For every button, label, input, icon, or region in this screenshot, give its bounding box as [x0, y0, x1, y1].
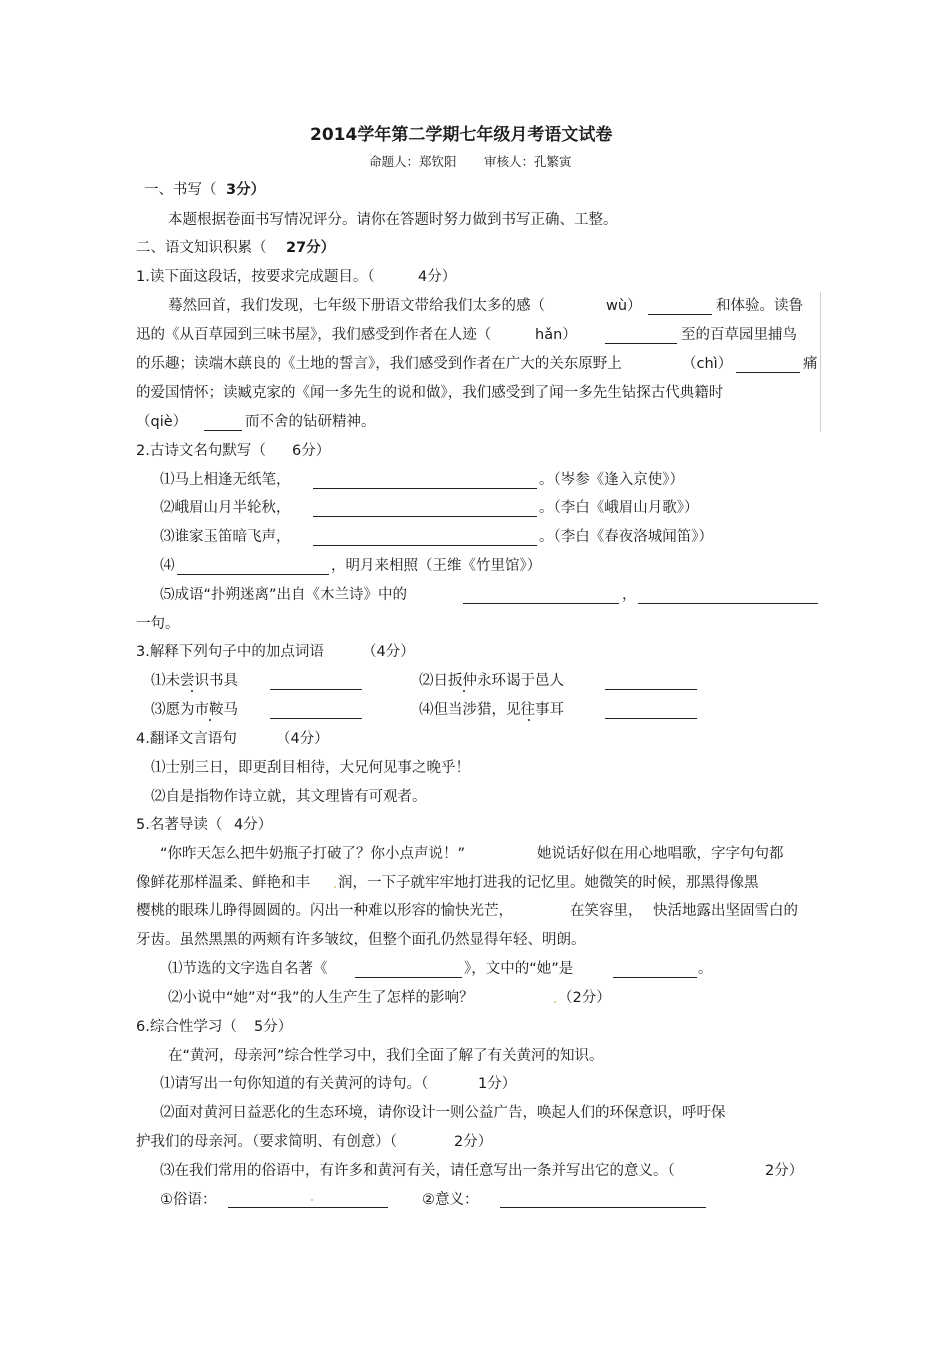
section1-body: 本题根据卷面书写情况评分。请你在答题时努力做到书写正确、工整。	[168, 212, 618, 228]
q6-score: 5分）	[254, 1019, 293, 1035]
q2-blank-5b[interactable]	[638, 603, 818, 604]
q5-passage-line1a: “你昨天怎么把牛奶瓶子打破了？你小点声说！”	[160, 846, 466, 862]
q2-item5-end: 一句。	[136, 616, 180, 632]
q6-sub2-score: 2分）	[454, 1134, 493, 1150]
q1-score: 4分）	[418, 269, 457, 285]
q1-blank-3[interactable]	[736, 372, 800, 373]
q4-sentence2: ⑵自是指物作诗立就，其文理皆有可观者。	[151, 789, 427, 805]
q1-line4-text: 的爱国情怀；读臧克家的《闻一多先生的说和做》，我们感受到了闻一多先生钻探古代典籍时	[136, 385, 724, 401]
q1-line2-text: 迅的《从百草园到三味书屋》，我们感受到作者在人迹（	[136, 327, 492, 343]
q4-heading: 4.翻译文言语句	[136, 731, 237, 747]
emphasis-dot	[191, 690, 193, 692]
q5-passage-line3a: 樱桃的眼珠儿睁得圆圆的。闪出一种难以形容的愉快光芒，	[136, 903, 513, 919]
q1-blank-4[interactable]	[204, 430, 242, 431]
section2-heading: 二、语文知识积累（	[136, 240, 267, 256]
q5-sub1-mid: 》，文中的“她”是	[464, 961, 574, 977]
q2-blank-1[interactable]	[313, 488, 537, 489]
q6-proverb-label: ①俗语：	[160, 1192, 217, 1208]
margin-rule	[820, 292, 821, 432]
q6-sub1: ⑴请写出一句你知道的有关黄河的诗句。（	[160, 1076, 429, 1092]
q2-item1: ⑴马上相逢无纸笔，	[160, 472, 291, 488]
q1-pinyin-chi: （chì）	[682, 356, 733, 372]
q1-blank-2[interactable]	[605, 343, 677, 344]
q5-blank-her[interactable]	[613, 977, 697, 978]
q1-pinyin-han: hǎn）	[535, 327, 577, 343]
q5-sub1: ⑴节选的文字选自名著《	[168, 961, 328, 977]
setter: 命题人：郑钦阳	[369, 154, 457, 169]
q2-heading: 2.古诗文名句默写（	[136, 443, 266, 459]
section1-score: 3分）	[226, 182, 266, 198]
emphasis-dot	[528, 719, 530, 721]
q2-item4-source: ，明月来相照（王维《竹里馆》）	[331, 558, 542, 574]
q6-heading: 6.综合性学习（	[136, 1019, 237, 1035]
q3-item1: ⑴未尝识书具	[151, 673, 238, 689]
q1-line3-text: 的乐趣；读端木蕻良的《土地的誓言》，我们感受到作者在广大的关东原野上	[136, 356, 622, 372]
emphasis-dot	[209, 719, 211, 721]
q2-blank-5a[interactable]	[463, 603, 619, 604]
q1-pinyin-wu: wù）	[606, 298, 642, 314]
emphasis-dot	[463, 690, 465, 692]
q3-item2: ⑵日扳仲永环谒于邑人	[419, 673, 564, 689]
q1-line5-end: 而不舍的钻研精神。	[245, 414, 376, 430]
q1-line1-end: 和体验。读鲁	[716, 298, 803, 314]
q2-item2: ⑵峨眉山月半轮秋，	[160, 500, 291, 516]
q3-item3: ⑶愿为市鞍马	[151, 702, 238, 718]
q6-sub3-score: 2分）	[765, 1163, 804, 1179]
q5-heading: 5.名著导读（	[136, 817, 223, 833]
q3-score: （4分）	[362, 644, 415, 660]
q6-meaning-label: ②意义：	[422, 1192, 479, 1208]
q5-passage-line1b: 她说话好似在用心地唱歌，字字句句都	[537, 846, 784, 862]
q2-score: 6分）	[292, 443, 331, 459]
q6-blank-meaning[interactable]	[500, 1207, 706, 1208]
q3-blank-3[interactable]	[270, 718, 362, 719]
q6-blank-proverb[interactable]	[228, 1207, 388, 1208]
q6-sub2-line2: 护我们的母亲河。（要求简明、有创意）（	[136, 1134, 397, 1150]
q5-passage-line2b: 润，一下子就牢牢地打进我的记忆里。她微笑的时候，那黑得像黑	[338, 875, 759, 891]
reviewer: 审核人：孔繁寅	[484, 154, 572, 169]
q2-blank-3[interactable]	[313, 545, 537, 546]
q3-item4: ⑷但当涉猎，见往事耳	[419, 702, 564, 718]
q5-passage-line4: 牙齿。虽然黑黑的两颊有许多皱纹，但整个面孔仍然显得年轻、明朗。	[136, 932, 586, 948]
q1-pinyin-qie: （qiè）	[136, 414, 188, 430]
q2-item5: ⑸成语“扑朔迷离”出自《木兰诗》中的	[160, 587, 408, 603]
speck	[554, 1001, 556, 1003]
q5-sub2: ⑵小说中“她”对“我”的人生产生了怎样的影响？	[168, 990, 474, 1006]
q3-heading: 3.解释下列句子中的加点词语	[136, 644, 324, 660]
q6-sub1-score: 1分）	[478, 1076, 517, 1092]
q6-sub3: ⑶在我们常用的俗语中，有许多和黄河有关，请任意写出一条并写出它的意义。（	[160, 1163, 675, 1179]
q1-heading: 1.读下面这段话，按要求完成题目。（	[136, 269, 375, 285]
q3-blank-4[interactable]	[605, 718, 697, 719]
page-title: 2014学年第二学期七年级月考语文试卷	[310, 125, 613, 145]
q4-score: （4分）	[276, 731, 329, 747]
q2-item2-source: 。（李白《峨眉山月歌》）	[539, 500, 699, 516]
q6-sub2-line1: ⑵面对黄河日益恶化的生态环境，请你设计一则公益广告，唤起人们的环保意识，呼吁保	[160, 1105, 726, 1121]
q2-item4: ⑷	[160, 558, 175, 574]
q5-blank-book[interactable]	[355, 977, 462, 978]
q6-intro: 在“黄河，母亲河”综合性学习中，我们全面了解了有关黄河的知识。	[168, 1048, 604, 1064]
q2-item1-source: 。（岑参《逢入京使》）	[539, 472, 684, 488]
q4-sentence1: ⑴士别三日，即更刮目相待，大兄何见事之晚乎！	[151, 760, 470, 776]
speck	[334, 886, 336, 888]
q2-item3: ⑶谁家玉笛暗飞声，	[160, 529, 291, 545]
q2-blank-4[interactable]	[177, 574, 329, 575]
q2-item3-source: 。（李白《春夜洛城闻笛》）	[539, 529, 713, 545]
q3-blank-2[interactable]	[605, 689, 697, 690]
q5-sub1-end: 。	[698, 961, 713, 977]
speck	[311, 1199, 313, 1201]
q1-line1-text: 蓦然回首，我们发现，七年级下册语文带给我们太多的感（	[168, 298, 545, 314]
section1-heading: 一、书写（	[144, 182, 217, 198]
q5-passage-line3c: 快活地露出坚固雪白的	[653, 903, 798, 919]
q2-item5-comma: ，	[622, 587, 637, 603]
q5-score: 4分）	[234, 817, 273, 833]
q1-line3-end: 痛	[803, 356, 818, 372]
q2-blank-2[interactable]	[313, 516, 537, 517]
q5-passage-line2a: 像鲜花那样温柔、鲜艳和丰	[136, 875, 310, 891]
section2-score: 27分）	[286, 240, 336, 256]
q1-blank-1[interactable]	[648, 314, 712, 315]
q5-passage-line3b: 在笑容里，	[570, 903, 643, 919]
q5-sub2-score: （2分）	[558, 990, 611, 1006]
q3-blank-1[interactable]	[270, 689, 362, 690]
q1-line2-end: 至的百草园里捕鸟	[681, 327, 797, 343]
